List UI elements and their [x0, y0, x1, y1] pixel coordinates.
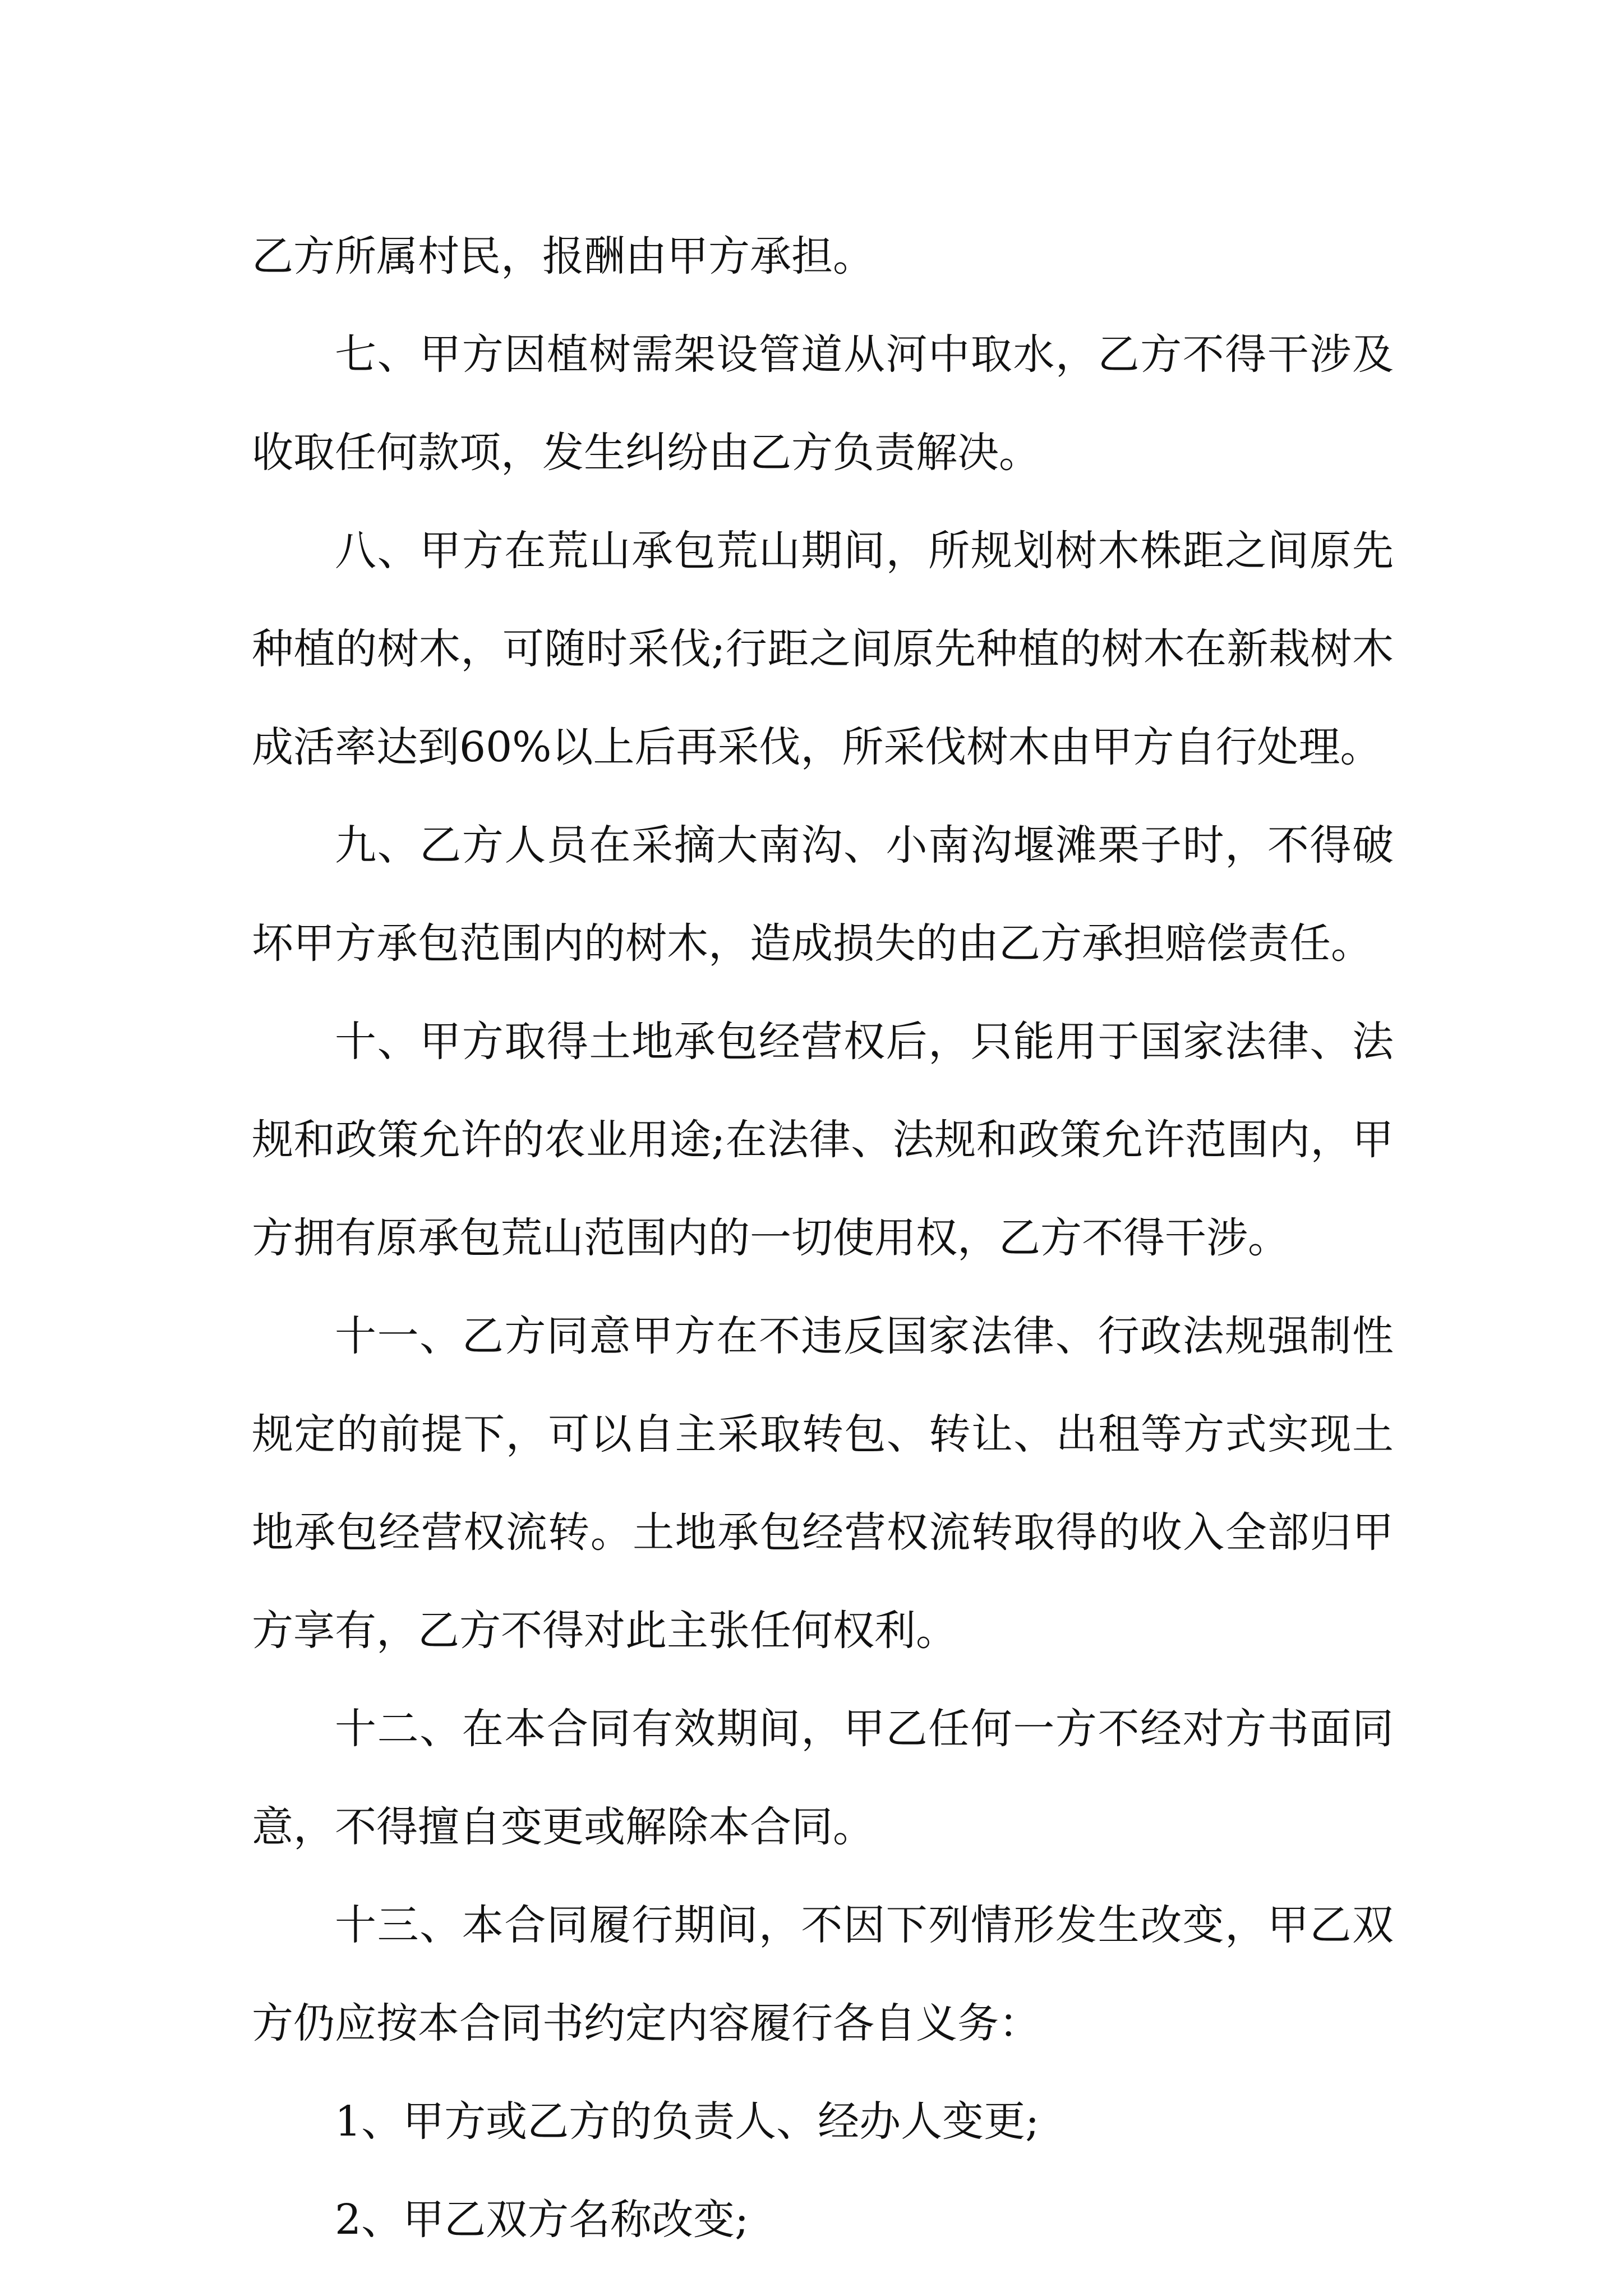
paragraph-clause-12: 十二、在本合同有效期间，甲乙任何一方不经对方书面同意，不得擅自变更或解除本合同。 — [252, 1705, 1394, 1851]
paragraph-item-1: 1、甲方或乙方的负责人、经办人变更; — [335, 2097, 1040, 2146]
paragraph-1: 乙方所属村民，报酬由甲方承担。 — [252, 232, 874, 280]
paragraph-clause-13: 十三、本合同履行期间，不因下列情形发生改变，甲乙双方仍应按本合同书约定内容履行各自义务： — [252, 1901, 1394, 2047]
paragraph-clause-10: 十、甲方取得土地承包经营权后，只能用于国家法律、法规和政策允许的农业用途;在法律、法规和政策允许范围内，甲方拥有原承包荒山范围内的一切使用权，乙方不得干涉。 — [252, 1018, 1394, 1262]
paragraph-clause-11: 十一、乙方同意甲方在不违反国家法律、行政法规强制性规定的前提下，可以自主采取转包、转让、出租等方式实现土地承包经营权流转。土地承包经营权流转取得的收入全部归甲方享有，乙方不得对此主张任何权利。 — [252, 1312, 1394, 1655]
paragraph-clause-8: 八、甲方在荒山承包荒山期间，所规划树木株距之间原先种植的树木，可随时采伐;行距之间原先种植的树木在新栽树木成活率达到60%以上后再采伐，所采伐树木由甲方自行处理。 — [252, 527, 1394, 771]
paragraph-clause-9: 九、乙方人员在采摘大南沟、小南沟堰滩栗子时，不得破坏甲方承包范围内的树木，造成损失的由乙方承担赔偿责任。 — [252, 821, 1394, 968]
contract-text — [252, 208, 1394, 2269]
paragraph-item-2: 2、甲乙双方名称改变; — [335, 2196, 749, 2244]
paragraph-clause-7: 七、甲方因植树需架设管道从河中取水，乙方不得干涉及收取任何款项，发生纠纷由乙方负责解决。 — [252, 330, 1394, 477]
